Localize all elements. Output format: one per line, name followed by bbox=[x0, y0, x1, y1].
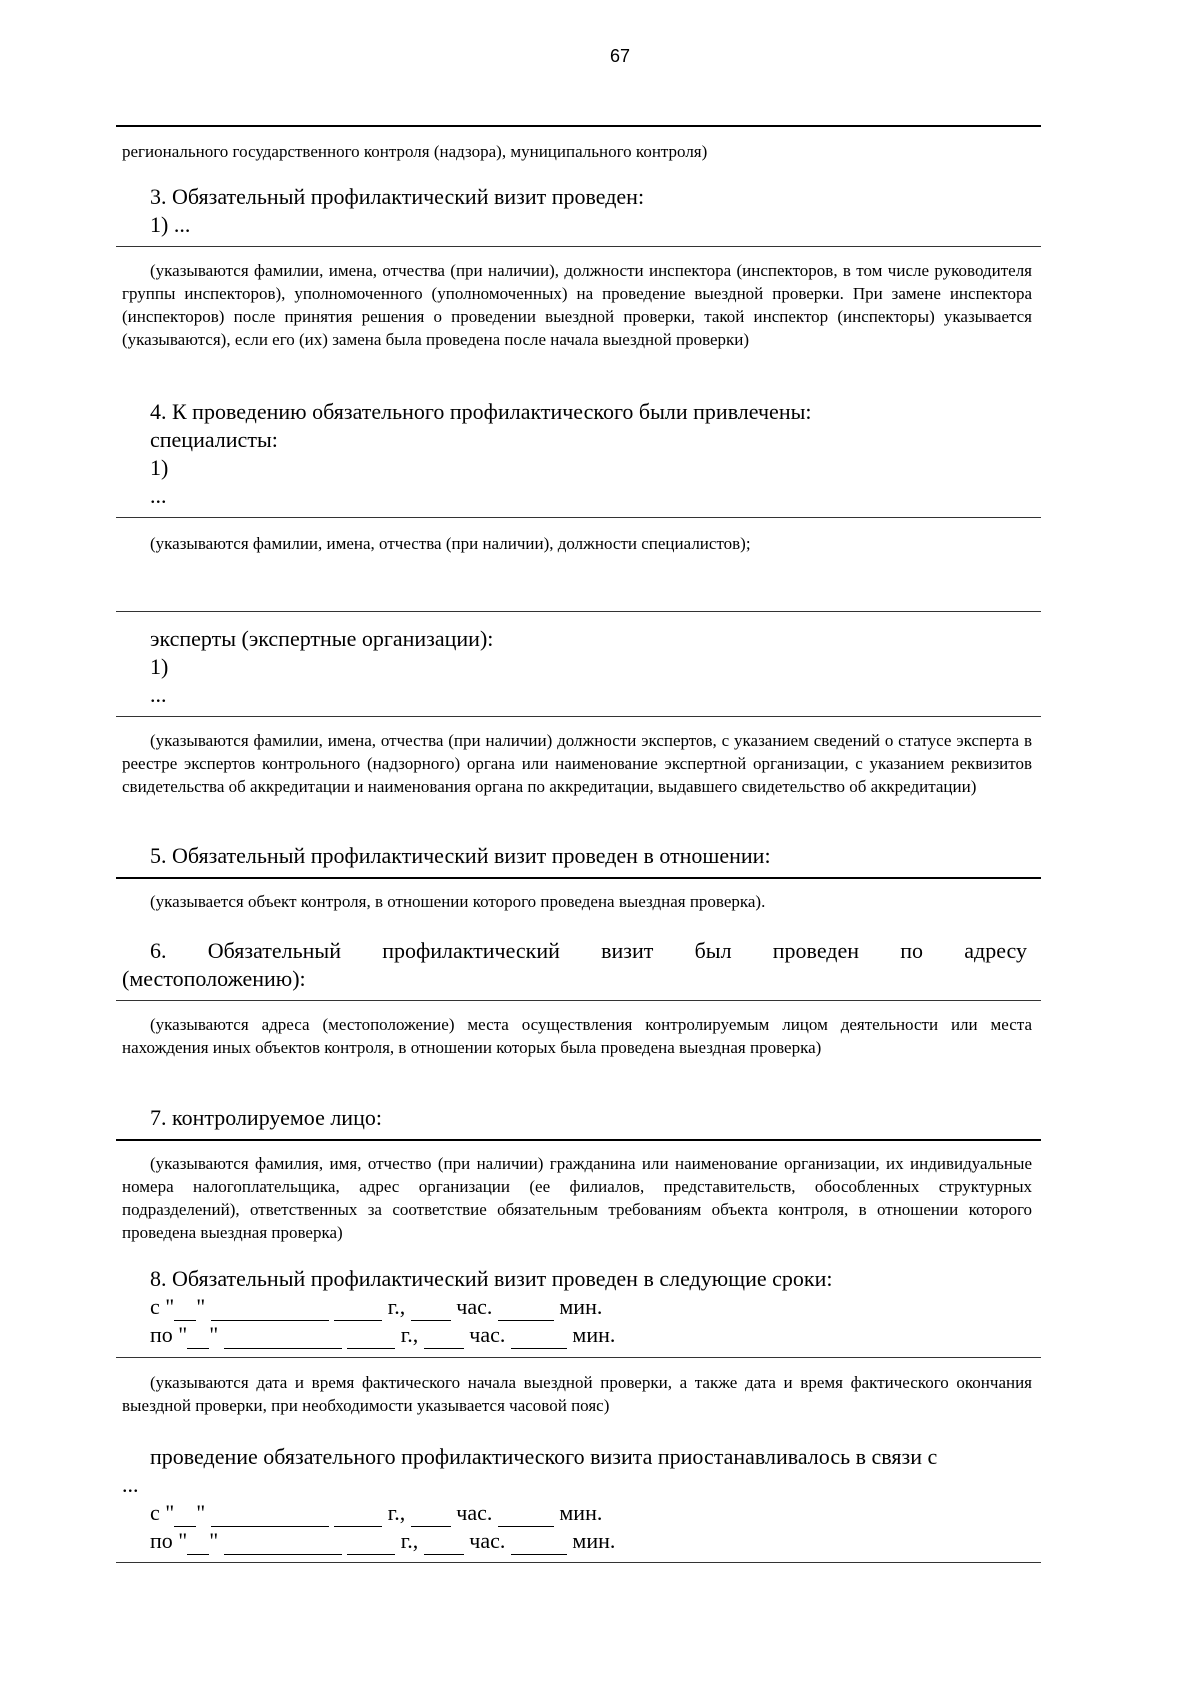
separator-line bbox=[116, 1139, 1041, 1141]
year-field[interactable] bbox=[347, 1326, 395, 1349]
year-suffix: г., bbox=[400, 1322, 419, 1347]
from-label: с bbox=[150, 1294, 160, 1319]
year-field[interactable] bbox=[334, 1504, 382, 1527]
minute-field[interactable] bbox=[511, 1326, 567, 1349]
year-suffix: г., bbox=[387, 1294, 406, 1319]
suspension-more: ... bbox=[122, 1472, 139, 1497]
separator-line bbox=[116, 246, 1041, 247]
quote-close: " bbox=[209, 1322, 219, 1347]
section8-title: 8. Обязательный профилактический визит проведен в следующие сроки: bbox=[150, 1266, 833, 1291]
experts-more: ... bbox=[150, 682, 167, 707]
section3-title: 3. Обязательный профилактический визит проведен: bbox=[150, 184, 645, 209]
year-suffix: г., bbox=[400, 1528, 419, 1553]
hour-suffix: час. bbox=[469, 1322, 506, 1347]
specialists-note: (указываются фамилии, имена, отчества (при наличии), должности специалистов); bbox=[150, 534, 751, 553]
minute-field[interactable] bbox=[511, 1532, 567, 1555]
minute-suffix: мин. bbox=[559, 1294, 603, 1319]
separator-line bbox=[116, 1562, 1041, 1563]
hour-field[interactable] bbox=[424, 1532, 464, 1555]
minute-suffix: мин. bbox=[572, 1322, 616, 1347]
section8-note: (указываются дата и время фактического начала выездной проверки, а также дата и время фактического окончания выездной проверки, при необходимости указывается часовой пояс) bbox=[122, 1373, 1032, 1415]
separator-line bbox=[116, 716, 1041, 717]
minute-suffix: мин. bbox=[572, 1528, 616, 1553]
hour-field[interactable] bbox=[411, 1504, 451, 1527]
quote-open: " bbox=[178, 1322, 188, 1347]
separator-line bbox=[116, 517, 1041, 518]
section6-note: (указываются адреса (местоположение) места осуществления контролируемым лицом деятельности или места нахождения иных объектов контроля, в отношении которых была проведена выездная проверка) bbox=[122, 1015, 1032, 1057]
specialists-label: специалисты: bbox=[150, 427, 278, 452]
section6-title-line1: 6. Обязательный профилактический визит был проведен по адресу bbox=[150, 938, 1027, 963]
minute-field[interactable] bbox=[498, 1504, 554, 1527]
month-field[interactable] bbox=[224, 1326, 342, 1349]
year-field[interactable] bbox=[347, 1532, 395, 1555]
to-label: по bbox=[150, 1528, 173, 1553]
quote-open: " bbox=[165, 1500, 175, 1525]
hour-suffix: час. bbox=[456, 1500, 493, 1525]
experts-note: (указываются фамилии, имена, отчества (при наличии) должности экспертов, с указанием сведений о статусе эксперта в реестре экспертов контрольного (надзорного) органа или наименование экспертной организации, с указанием реквизитов свидетельства об аккредитации и наименования органа по аккредитации, выдавшего свидетельство об аккредитации) bbox=[122, 731, 1032, 796]
section3-item: 1) ... bbox=[150, 212, 191, 237]
separator-line bbox=[116, 1357, 1041, 1358]
separator-line bbox=[116, 1000, 1041, 1001]
section4-title: 4. К проведению обязательного профилактического были привлечены: bbox=[150, 399, 812, 424]
quote-open: " bbox=[178, 1528, 188, 1553]
hour-suffix: час. bbox=[469, 1528, 506, 1553]
page-number: 67 bbox=[609, 46, 631, 66]
hour-suffix: час. bbox=[456, 1294, 493, 1319]
start-date-row bbox=[150, 1293, 602, 1321]
day-field[interactable] bbox=[187, 1326, 209, 1349]
experts-label: эксперты (экспертные организации): bbox=[150, 626, 494, 651]
experts-item: 1) bbox=[150, 654, 169, 679]
quote-close: " bbox=[196, 1294, 206, 1319]
section7-note: (указываются фамилия, имя, отчество (при наличии) гражданина или наименование организации, их индивидуальные номера налогоплательщика, адрес организации (ее филиалов, представительств, обособленных структурных подразделений), ответственных за соответствие обязательным требованиям объекта контроля, в отношении которого проведена выездная проверка) bbox=[122, 1154, 1032, 1242]
separator-line bbox=[116, 125, 1041, 127]
section5-title: 5. Обязательный профилактический визит проведен в отношении: bbox=[150, 843, 771, 868]
suspension-start-row bbox=[150, 1499, 602, 1527]
minute-suffix: мин. bbox=[559, 1500, 603, 1525]
separator-line bbox=[116, 877, 1041, 879]
year-suffix: г., bbox=[387, 1500, 406, 1525]
quote-open: " bbox=[165, 1294, 175, 1319]
section7-title: 7. контролируемое лицо: bbox=[150, 1105, 382, 1130]
month-field[interactable] bbox=[211, 1504, 329, 1527]
from-label: с bbox=[150, 1500, 160, 1525]
to-label: по bbox=[150, 1322, 173, 1347]
header-note: регионального государственного контроля (надзора), муниципального контроля) bbox=[122, 142, 708, 161]
suspension-end-row bbox=[150, 1527, 615, 1555]
month-field[interactable] bbox=[211, 1298, 329, 1321]
hour-field[interactable] bbox=[411, 1298, 451, 1321]
end-date-row bbox=[150, 1321, 615, 1349]
hour-field[interactable] bbox=[424, 1326, 464, 1349]
suspension-text: проведение обязательного профилактического визита приостанавливалось в связи с bbox=[150, 1444, 938, 1469]
day-field[interactable] bbox=[187, 1532, 209, 1555]
section5-note: (указывается объект контроля, в отношении которого проведена выездная проверка). bbox=[150, 892, 766, 911]
day-field[interactable] bbox=[174, 1504, 196, 1527]
minute-field[interactable] bbox=[498, 1298, 554, 1321]
quote-close: " bbox=[196, 1500, 206, 1525]
specialists-more: ... bbox=[150, 483, 167, 508]
day-field[interactable] bbox=[174, 1298, 196, 1321]
month-field[interactable] bbox=[224, 1532, 342, 1555]
year-field[interactable] bbox=[334, 1298, 382, 1321]
specialists-item: 1) bbox=[150, 455, 169, 480]
quote-close: " bbox=[209, 1528, 219, 1553]
separator-line bbox=[116, 611, 1041, 612]
section3-note: (указываются фамилии, имена, отчества (при наличии), должности инспектора (инспекторов, в том числе руководителя группы инспекторов), уполномоченного (уполномоченных) на проведение выездной проверки. При замене инспектора (инспекторов) после принятия решения о проведении выездной проверки, такой инспектор (инспекторы) указывается (указываются), если его (их) замена была проведена после начала выездной проверки) bbox=[122, 261, 1032, 349]
section6-title-line2: (местоположению): bbox=[122, 966, 306, 991]
